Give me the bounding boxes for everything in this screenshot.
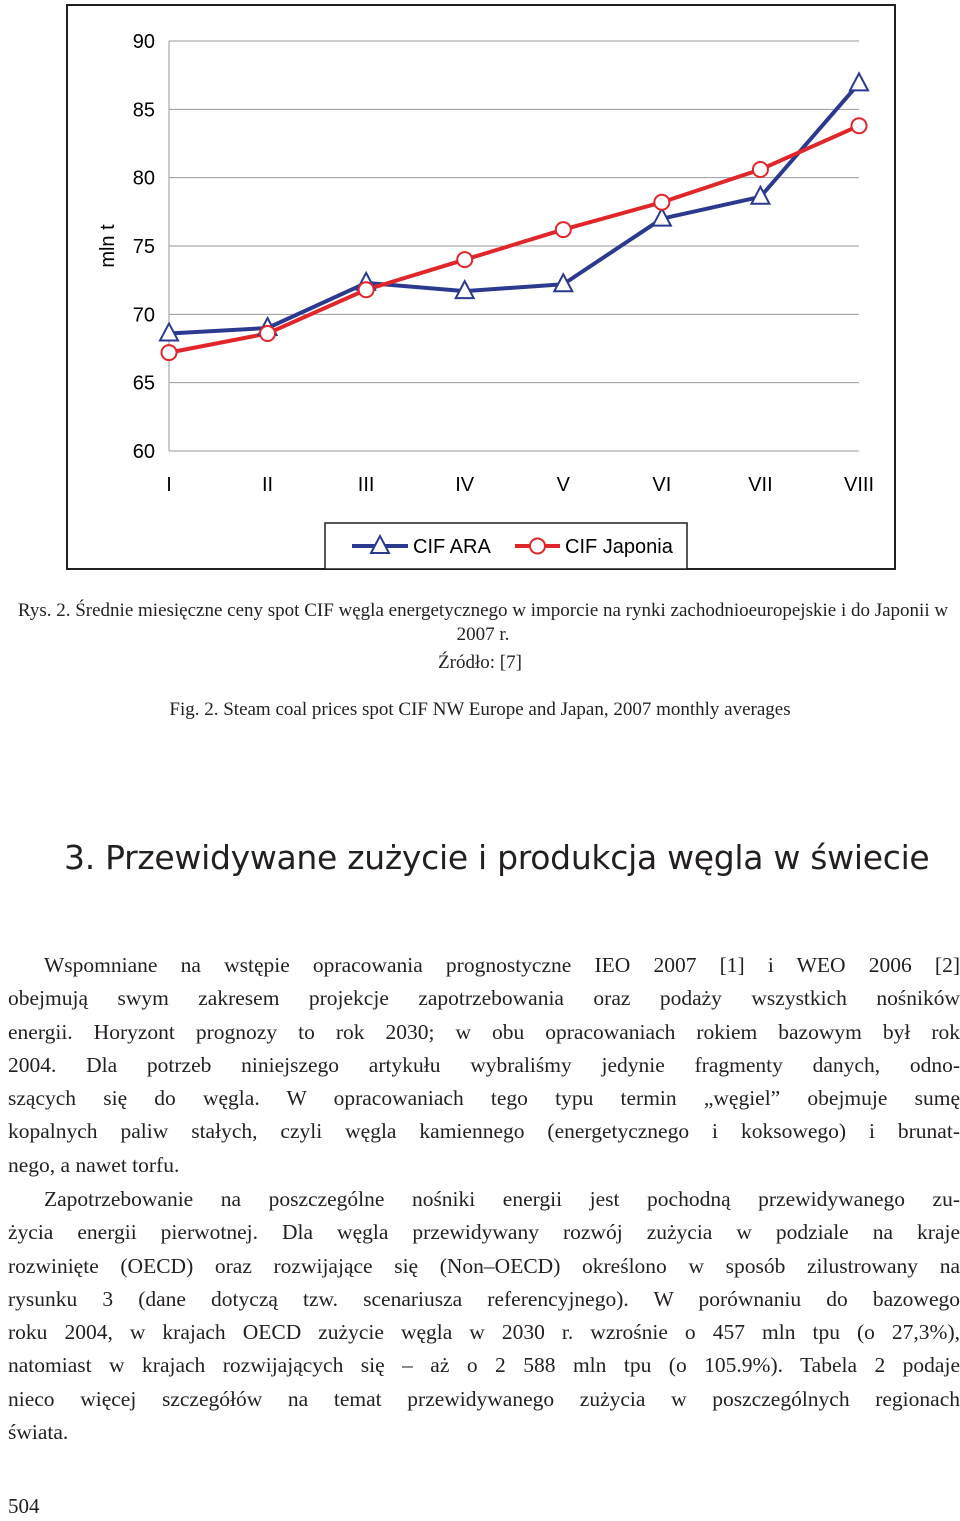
series-2-point xyxy=(753,162,768,177)
series-2-point xyxy=(556,222,571,237)
y-tick-label: 85 xyxy=(132,99,155,122)
legend-marker-2 xyxy=(530,539,545,554)
paragraph-line: szących się do węgla. W opracowaniach tego typu termin „węgiel” obejmuje sumę xyxy=(8,1086,960,1111)
x-tick-label: VII xyxy=(748,474,773,496)
series-2-point xyxy=(457,252,472,267)
x-tick-label: III xyxy=(357,474,375,496)
y-tick-label: 70 xyxy=(132,304,155,327)
paragraph-line: nieco więcej szczegółów na temat przewidywanego zużycia w poszczególnych regionach xyxy=(8,1386,960,1411)
x-tick-label: IV xyxy=(455,474,475,496)
series-2-point xyxy=(162,345,177,360)
paragraph-line: natomiast w krajach rozwijających się – aż o 2 588 mln tpu (o 105.9%). Tabela 2 podaje xyxy=(8,1353,960,1378)
paragraph-line: nego, a nawet torfu. xyxy=(8,1152,180,1177)
paragraph-1 xyxy=(8,949,960,1182)
y-tick-label: 60 xyxy=(132,441,155,463)
paragraph-line: energii. Horyzont prognozy to rok 2030; w obu opracowaniach rokiem bazowym był rok xyxy=(8,1019,960,1044)
x-tick-label: VI xyxy=(652,474,672,496)
paragraph-line: świata. xyxy=(8,1420,69,1445)
paragraph-line: 2004. Dla potrzeb niniejszego artykułu wybraliśmy jedynie fragmenty danych, odno- xyxy=(8,1052,960,1077)
y-axis-label: mln t xyxy=(97,224,119,268)
paragraph-line: obejmują swym zakresem projekcje zapotrzebowania oraz podaży wszystkich nośników xyxy=(8,986,960,1011)
paragraph-line: rysunku 3 (dane dotyczą tzw. scenariusza referencyjnego). W porównaniu do bazowego xyxy=(8,1286,960,1311)
x-tick-label: VIII xyxy=(843,474,875,496)
y-tick-label: 80 xyxy=(132,167,155,190)
series-2-point xyxy=(260,326,275,341)
chart-frame xyxy=(66,4,896,570)
paragraph-line: życia energii pierwotnej. Dla węgla przewidywany rozwój zużycia w podziale na kraje xyxy=(8,1220,960,1245)
paragraph-line: kopalnych paliw stałych, czyli węgla kamiennego (energetycznego i koksowego) i brunat- xyxy=(8,1119,960,1144)
paragraph-line: Zapotrzebowanie na poszczególne nośniki energii jest pochodną przewidywanego zu- xyxy=(44,1187,960,1211)
section-heading: 3. Przewidywane zużycie i produkcja węgla w świecie xyxy=(64,838,930,877)
x-tick-label: V xyxy=(556,474,570,496)
y-tick-label: 75 xyxy=(132,236,155,258)
x-tick-label: II xyxy=(262,474,274,496)
figure-source: Źródło: [7] xyxy=(438,652,522,673)
series-line-1 xyxy=(169,83,859,333)
paragraph-line: rozwinięte (OECD) oraz rozwijające się (Non–OECD) określono w sposób zilustrowany na xyxy=(8,1253,960,1278)
x-tick-label: I xyxy=(166,474,172,496)
series-2-point xyxy=(852,118,867,133)
line-chart xyxy=(68,6,898,572)
y-tick-label: 90 xyxy=(132,31,155,53)
caption-text: Rys. 2. Średnie miesięczne ceny spot CIF węgla energetycznego w imporcie na rynki zachodnioeuropejskie i do Japonii w 2007 r. xyxy=(17,600,949,645)
y-tick-label: 65 xyxy=(132,372,155,395)
paragraph-2 xyxy=(8,1183,960,1449)
page-number: 504 xyxy=(8,1494,40,1518)
legend-label-1: CIF ARA xyxy=(413,536,491,558)
legend-label-2: CIF Japonia xyxy=(565,536,673,558)
series-1-point xyxy=(850,73,868,90)
series-2-point xyxy=(654,195,669,210)
series-line-2 xyxy=(169,126,859,353)
paragraph-line: Wspomniane na wstępie opracowania prognostyczne IEO 2007 [1] i WEO 2006 [2] xyxy=(44,953,960,977)
paragraph-line: roku 2004, w krajach OECD zużycie węgla w 2030 r. wzrośnie o 457 mln tpu (o 27,3%), xyxy=(8,1320,960,1345)
series-2-point xyxy=(359,282,374,297)
figure-caption-polish xyxy=(0,599,960,647)
figure-caption-english: Fig. 2. Steam coal prices spot CIF NW Europe and Japan, 2007 monthly averages xyxy=(169,699,791,720)
